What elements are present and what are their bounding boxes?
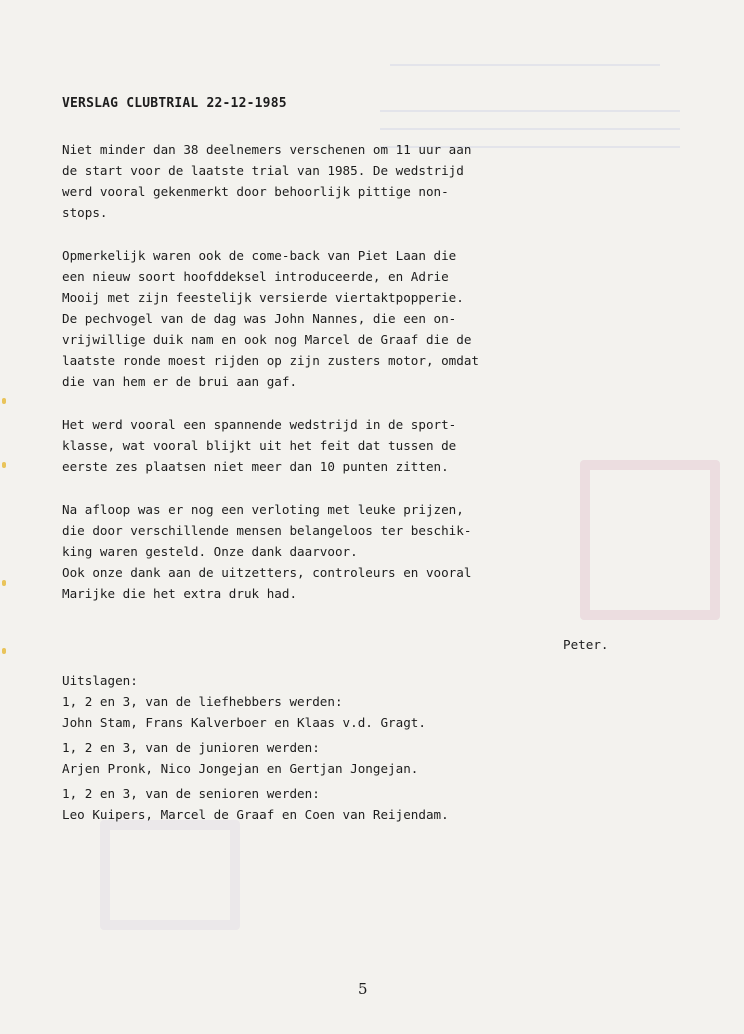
- text-line: stops.: [62, 205, 108, 220]
- text-line: werd vooral gekenmerkt door behoorlijk pittige non-: [62, 184, 449, 199]
- text-line: king waren gesteld. Onze dank daarvoor.: [62, 544, 358, 559]
- text-line: Marijke die het extra druk had.: [62, 586, 298, 601]
- report-body: [62, 96, 662, 626]
- results-group-names: John Stam, Frans Kalverboer en Klaas v.d. Gragt.: [62, 715, 426, 730]
- margin-mark: [2, 398, 6, 404]
- bleed-through-frame: [100, 820, 240, 930]
- text-line: een nieuw soort hoofddeksel introduceerde, en Adrie: [62, 269, 449, 284]
- text-line: de start voor de laatste trial van 1985. De wedstrijd: [62, 163, 464, 178]
- text-line: die door verschillende mensen belangeloos ter beschik-: [62, 523, 472, 538]
- signature: Peter.: [563, 637, 609, 652]
- results-group-label: 1, 2 en 3, van de junioren werden:: [62, 740, 320, 755]
- text-line: Het werd vooral een spannende wedstrijd in de sport-: [62, 417, 457, 432]
- margin-mark: [2, 648, 6, 654]
- report-title: VERSLAG CLUBTRIAL 22-12-1985: [62, 96, 287, 111]
- text-line: eerste zes plaatsen niet meer dan 10 punten zitten.: [62, 459, 449, 474]
- text-line: Opmerkelijk waren ook de come-back van Piet Laan die: [62, 248, 457, 263]
- results-group-names: Arjen Pronk, Nico Jongejan en Gertjan Jongejan.: [62, 761, 419, 776]
- results-group-label: 1, 2 en 3, van de senioren werden:: [62, 786, 320, 801]
- text-line: vrijwillige duik nam en ook nog Marcel de Graaf die de: [62, 332, 472, 347]
- results-group-names: Leo Kuipers, Marcel de Graaf en Coen van Reijendam.: [62, 807, 449, 822]
- margin-mark: [2, 462, 6, 468]
- text-line: Niet minder dan 38 deelnemers verschenen om 11 uur aan: [62, 142, 472, 157]
- text-line: die van hem er de brui aan gaf.: [62, 374, 298, 389]
- results-section: [62, 670, 449, 825]
- paragraph-sport-class: [62, 414, 662, 477]
- paragraph-highlights: [62, 245, 662, 392]
- text-line: laatste ronde moest rijden op zijn zusters motor, omdat: [62, 353, 480, 368]
- bleed-through-line: [390, 64, 660, 66]
- text-line: Na afloop was er nog een verloting met leuke prijzen,: [62, 502, 464, 517]
- text-line: klasse, wat vooral blijkt uit het feit dat tussen de: [62, 438, 457, 453]
- results-group-label: 1, 2 en 3, van de liefhebbers werden:: [62, 694, 343, 709]
- margin-mark: [2, 580, 6, 586]
- paragraph-intro: [62, 139, 662, 223]
- paragraph-thanks: [62, 499, 662, 604]
- results-heading: Uitslagen:: [62, 673, 138, 688]
- text-line: Mooij met zijn feestelijk versierde viertaktpopperie.: [62, 290, 464, 305]
- page-number: 5: [358, 980, 368, 998]
- text-line: De pechvogel van de dag was John Nannes, die een on-: [62, 311, 457, 326]
- text-line: Ook onze dank aan de uitzetters, controleurs en vooral: [62, 565, 472, 580]
